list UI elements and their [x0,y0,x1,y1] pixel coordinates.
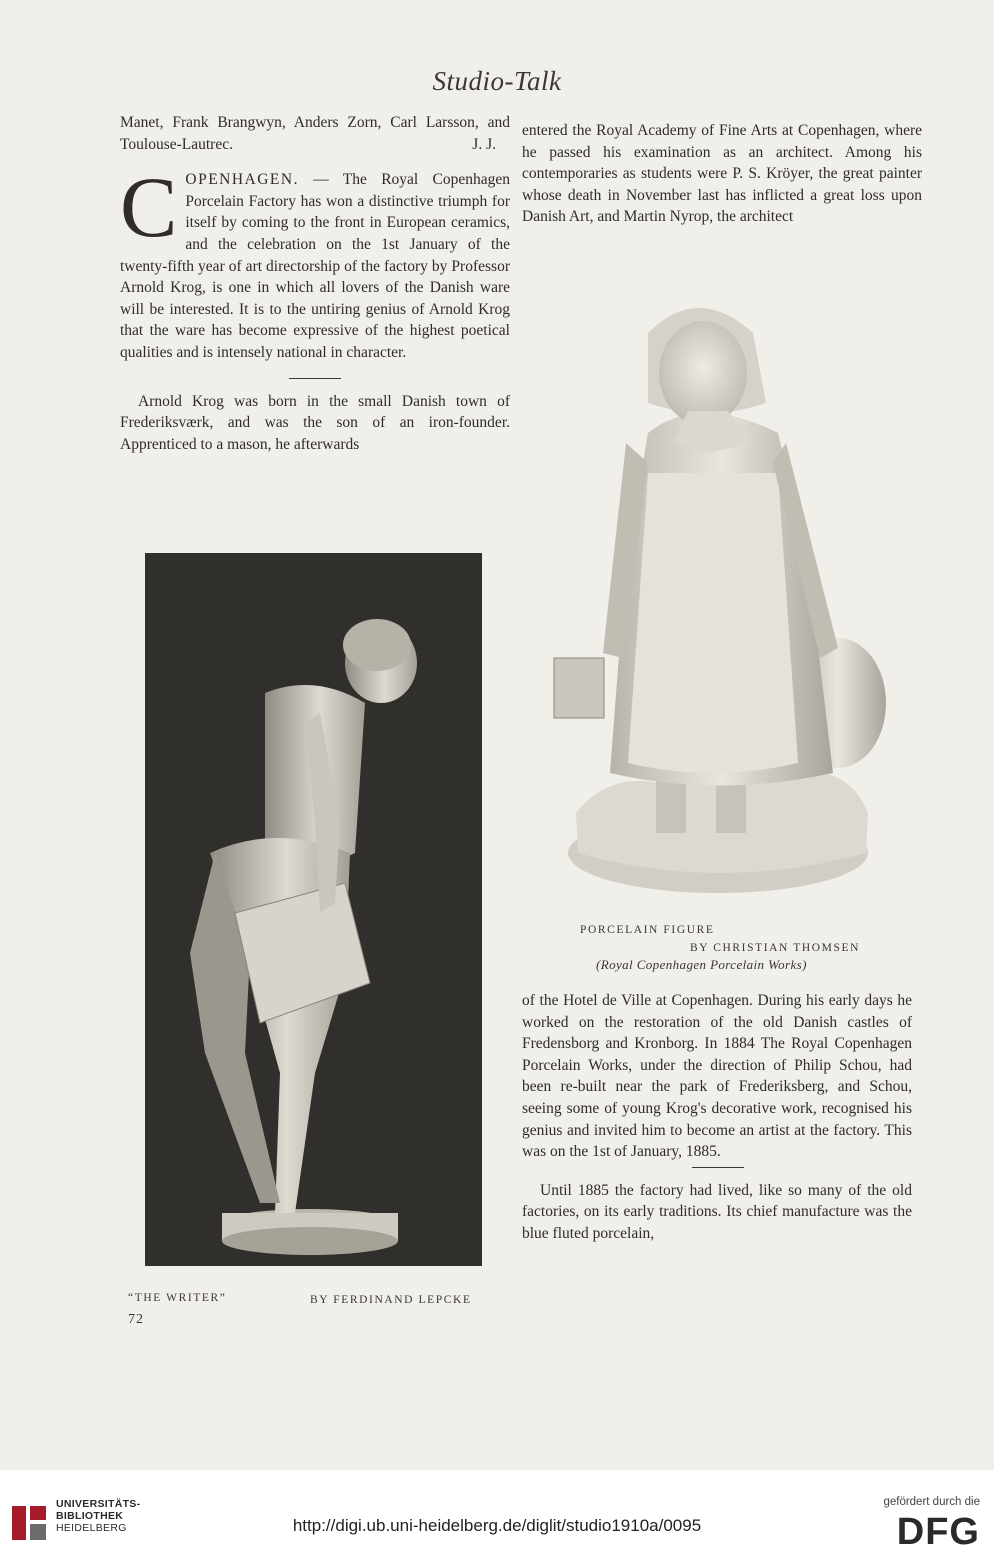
the-writer-photo [145,553,482,1266]
dfg-logo: DFG [896,1511,980,1553]
paragraph-academy [522,120,922,228]
section-rule [692,1167,744,1168]
signature: J. J. [472,135,496,153]
library-line-3: HEIDELBERG [56,1522,127,1534]
paragraph-text: of the Hotel de Ville at Copenhagen. During his early days he worked on the restoration of the old Danish castles of Fredensborg and Kronborg. In 1884 The Royal Copenhagen Porcelain Works, under the direction of Philip Schou, had been re-built near the park of Frederiksberg, and Schou, seeing some of young Krog's decorative work, recognised his genius and invited him to become an artist at the factory. This was on the 1st of January, 1885. [522,992,912,1161]
right-column-top [522,120,922,228]
paragraph-hotel-de-ville [522,990,912,1163]
caption-porcelain-source: (Royal Copenhagen Porcelain Works) [596,957,807,972]
caption-porcelain-artist: BY CHRISTIAN THOMSEN [690,942,861,954]
caption-writer-title: “THE WRITER” [128,1292,227,1304]
caption-writer-artist: BY FERDINAND LEPCKE [310,1294,472,1306]
caption-porcelain-title: PORCELAIN FIGURE [580,924,715,936]
drop-cap: C [120,159,178,256]
section-rule [289,378,341,379]
running-head: Studio-Talk [432,66,562,96]
paragraph-text: Until 1885 the factory had lived, like so many of the old factories, on its early traditions. Its chief manufacture was the blue fluted porcelain, [522,1181,912,1242]
right-column-bottom [522,990,912,1245]
porcelain-figure-photo [548,293,898,911]
library-line-1: UNIVERSITÄTS- [56,1498,141,1510]
paragraph-text: Arnold Krog was born in the small Danish town of Frederiksværk, and was the son of an iron-founder. Apprenticed to a mason, he afterwards [120,392,510,453]
paragraph-text: — The Royal Copenhagen Porcelain Factory has won a distinctive triumph for itself by coming to the front in European ceramics, and the celebration on the 1st January of the twenty-fifth year of art directorship of the factory by Professor Arnold Krog, is one in which all lovers of the Danish ware will be interested. It is to the untiring genius of Arnold Krog that the ware has become expressive of the highest poetical qualities and is intensely national in character. [120,171,510,361]
paragraph-text: Manet, Frank Brangwyn, Anders Zorn, Carl Larsson, and Toulouse-Lautrec. [120,114,510,153]
paragraph-until-1885 [522,1180,912,1245]
footer-bar [0,1470,994,1568]
left-column-top [120,112,510,455]
paragraph-arnold-krog [120,391,510,456]
funder-label: gefördert durch die [883,1496,980,1508]
page-number: 72 [128,1312,144,1327]
source-url-link[interactable]: http://digi.ub.uni-heidelberg.de/diglit/studio1910a/0095 [292,1516,702,1535]
library-line-2: BIBLIOTHEK [56,1510,124,1522]
paragraph-text: entered the Royal Academy of Fine Arts at Copenhagen, where he passed his examination as an architect. Among his contemporaries as students were P. S. Kröyer, the great painter whose death in November last has inflicted a great loss upon Danish Art, and Martin Nyrop, the architect [522,122,922,226]
paragraph-copenhagen [120,159,510,363]
smallcaps-lead: OPENHAGEN. [185,171,299,189]
